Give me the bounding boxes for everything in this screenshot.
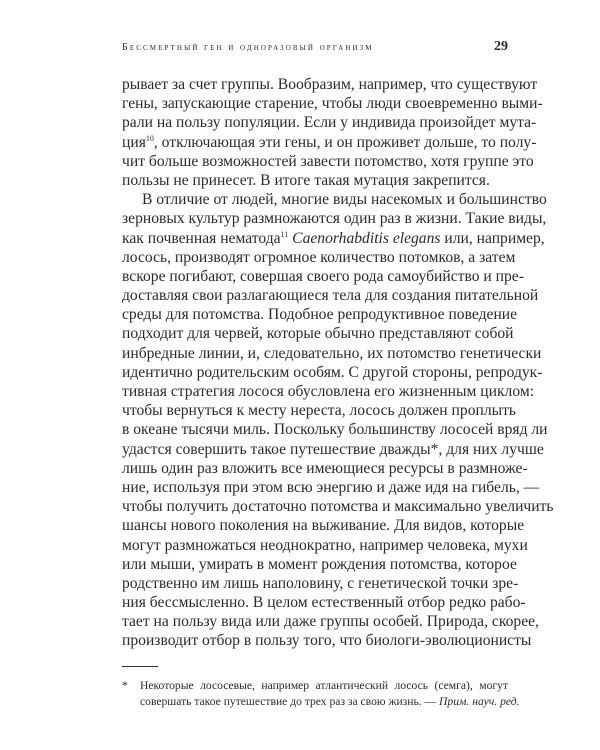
species-name: Caenorhabditis elegans [292,229,441,247]
endnote-ref: 10 [145,133,154,143]
text-line: лосось, производят огромное количество потомков, а затем [122,248,516,266]
text-line: ние, используя при этом всю энергию и даже идя на гибель, — [122,478,540,496]
text-run: совершать такое путешествие до трех раз за свою жизнь. — [140,694,437,708]
footnote-line [140,694,520,710]
text-line: ния бессмысленно. В целом естественный отбор редко рабо- [122,594,526,612]
text-run: ция [122,133,146,151]
running-header [122,40,508,56]
text-run: , отключающая эти гены, и он проживет дольше, то полу- [153,133,537,151]
footnote-mark: * [122,679,128,692]
text-line: или мыши, умирать в момент рождения потомства, которое [122,555,517,573]
editor-note: Прим. науч. ред. [439,694,520,708]
text-line [122,229,545,248]
running-title: Бессмертный ген и одноразовый организм [122,42,374,53]
text-line: рали на пользу популяции. Если у индивида произойдет мута- [122,114,537,132]
text-line: тивная стратегия лосося обусловлена его жизненным циклом: [122,383,535,400]
text-line [122,133,537,152]
endnote-ref: 11 [280,229,289,239]
text-line: доставляя свои разлагающиеся тела для создания питательной [122,287,539,305]
text-line: пользы не принесет. В итоге такая мутация закрепится. [122,171,490,189]
footnote [122,678,520,709]
text-line: рывает за счет группы. Вообразим, например, что существуют [122,76,538,93]
paragraph [122,75,543,190]
text-line: подходит для червей, которые обычно представляют собой [122,325,514,343]
footnote-divider [122,666,158,667]
page-number: 29 [494,39,508,54]
text-line: инбредные линии, и, следовательно, их потомство генетически [122,344,542,362]
text-line: лишь один раз вложить все имеющиеся ресурсы в размноже- [122,459,528,477]
text-run: или, например, [444,229,545,247]
body-text [122,75,554,651]
paragraph [122,190,554,651]
text-line: среды для потомства. Подобное репродуктивное поведение [122,306,518,324]
text-line: В отличие от людей, многие виды насекомых и большинство [142,191,547,209]
text-line: гены, запускающие старение, чтобы люди своевременно выми- [122,95,543,113]
text-line: тает на пользу вида или даже группы особей. Природа, скорее, [122,613,539,631]
text-line: идентично родительским особям. С другой стороны, репродук- [122,363,543,381]
text-line: чит больше возможностей завести потомство, хотя группе это [122,152,534,170]
text-line: зерновых культур размножаются один раз в жизни. Такие виды, [122,210,547,228]
text-line: могут размножаться неоднократно, например человека, мухи [122,536,528,554]
text-line: вскоре погибают, совершая своего рода самоубийство и пре- [122,267,524,285]
footnote-line: Некоторые лососевые, например атлантический лосось (семга), могут [140,679,508,692]
text-line: шансы нового поколения на выживание. Для видов, которые [122,517,525,535]
text-line: чтобы вернуться к месту нереста, лосось должен проплыть [122,402,517,420]
text-line: производит отбор в пользу того, что биологи-эволюционисты [122,632,532,650]
text-line: удастся совершить такое путешествие дважды*, для них лучше [122,440,544,458]
text-run: как почвенная нематода [122,229,281,247]
text-line: родственно им лишь наполовину, с генетической точки зре- [122,574,519,592]
text-line: в океане тысячи миль. Поскольку большинству лососей вряд ли [122,421,548,439]
text-line: чтобы получить достаточно потомства и максимально увеличить [122,498,554,516]
